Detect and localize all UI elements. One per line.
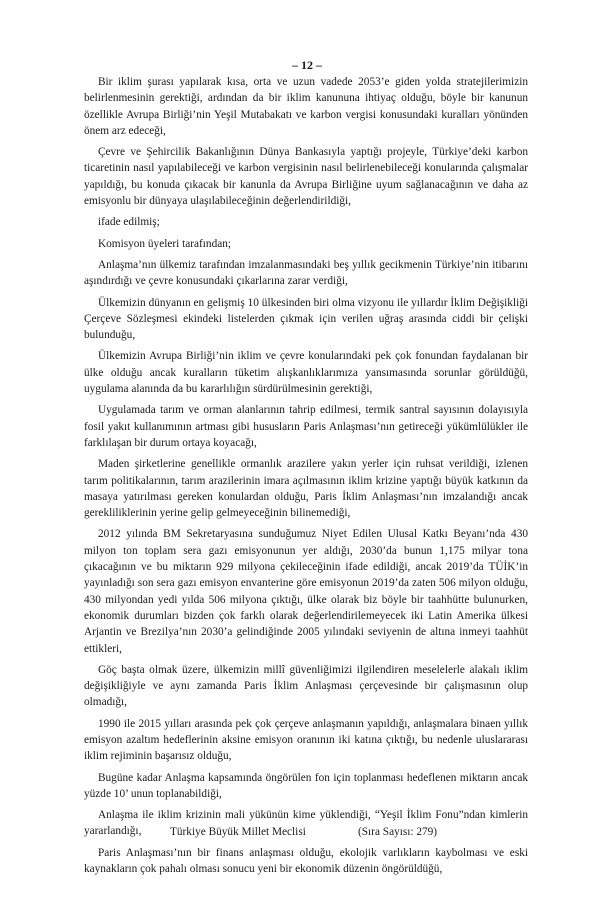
- footer-sequence-number: (Sıra Sayısı: 279): [358, 826, 438, 838]
- paragraph: Anlaşma’nın ülkemiz tarafından imzalanmasındaki beş yıllık gecikmenin Türkiye’nin itibarını aşındırdığı ve çevre konusundaki çıkarlarına zarar verdiği,: [84, 258, 528, 288]
- paragraph: 2012 yılında BM Sekretaryasına sunduğumuz Niyet Edilen Ulusal Katkı Beyanı’nda 430 milyon ton toplam sera gazı emisyonunun yer aldığı, 2030’da bunun 1,175 milyar tona çıkacağının ve bu miktarın 929 milyona çekileceğinin ifade edildiği, ancak 2019’da TÜİK’in yayınladığı son sera gazı emisyon envanterine göre emisyonun 2019’da zaten 506 milyon olduğu, 430 milyondan yedi yılda 506 milyona çıktığı, ülke olarak biz böyle bir taahhütte bulunurken, ekonomik durumları bizden çok farklı olarak değerlendirilemeyecek iki Latin Amerika ülkesi Arjantin ve Brezilya’nın 2030’a gelindiğinde 2005 yılındaki seviyenin de altına inmeyi taahhüt ettikleri,: [84, 528, 528, 655]
- paragraph: Göç başta olmak üzere, ülkemizin millî güvenliğimizi ilgilendiren meselelerle alakalı iklim değişikliğiyle ve aynı zamanda Paris İklim Anlaşması çerçevesinde bir çalışmasının olup olmadığı,: [84, 663, 528, 709]
- paragraph: Anlaşma ile iklim krizinin mali yükünün kime yüklendiği, “Yeşil İklim Fonu”ndan kimlerin yararlandığı,: [84, 809, 528, 838]
- paragraph: Uygulamada tarım ve orman alanlarının tahrip edilmesi, termik santral sayısının dolayısıyla fosil yakıt kullanımının artması gibi hususların Paris Anlaşması’nın getireceği yükümlülükler ile farklılaşan bir durum ortaya koyacağı,: [84, 404, 528, 449]
- paragraph: 1990 ile 2015 yılları arasında pek çok çerçeve anlaşmanın yapıldığı, anlaşmalara binaen yıllık emisyon azaltım hedeflerinin aksine emisyon oranının iki katına çıktığı, bu nedenle uluslararası iklim rejiminin başarısız olduğu,: [84, 717, 528, 763]
- footer-institution: Türkiye Büyük Millet Meclisi: [170, 826, 306, 838]
- paragraph: Komisyon üyeleri tarafından;: [98, 237, 232, 250]
- document-body: [84, 74, 528, 882]
- paragraph: Bir iklim şurası yapılarak kısa, orta ve uzun vadede 2053’e giden yolda stratejilerimizin belirlenmesinin gerektiği, ardından da bir iklim kanununa ihtiyaç olduğu, böyle bir kanunun özellikle Avrupa Birliği’nin Yeşil Mutabakatı ve karbon vergisi konusundaki kuralları yönünden önem arz edeceği,: [84, 76, 528, 137]
- paragraph: Maden şirketlerine genellikle ormanlık arazilere yakın yerler için ruhsat verildiği, izlenen tarım politikalarının, tarım arazilerinin imara açılmasının iklim krizine yaptığı büyük katkının da masaya yatırılması gereken konulardan olduğu, Paris İklim Anlaşması’nın imzalandığı ancak gerekliliklerinin yerine gelip gelmeyeceğinin bilinemediği,: [84, 458, 528, 520]
- paragraph: Bugüne kadar Anlaşma kapsamında öngörülen fon için toplanması hedeflenen miktarın ancak yüzde 10’ unun toplanabildiği,: [84, 771, 528, 800]
- paragraph: Ülkemizin dünyanın en gelişmiş 10 ülkesinden biri olma vizyonu ile yıllardır İklim Değişikliği Çerçeve Sözleşmesi ekindeki listelerden çıkmak için verilen uğraş arasında ciddi bir çelişki bulunduğu,: [84, 296, 528, 342]
- paragraph: Paris Anlaşması’nın bir finans anlaşması olduğu, ekolojik varlıkların kaybolması ve eski kaynakların çok pahalı olması sonucu yeni bir ekonomik düzenin öngörüldüğü,: [84, 846, 528, 876]
- paragraph: Ülkemizin Avrupa Birliği’nin iklim ve çevre konularındaki pek çok fonundan faydalanan bir ülke olduğu ancak kuralların tüketim alışkanlıklarımıza yansımasında sorunlar görüldüğü, uygulama alanında da bu kararlılığın sürdürülmesinin gerektiği,: [84, 350, 528, 396]
- paragraph: Çevre ve Şehircilik Bakanlığının Dünya Bankasıyla yaptığı projeyle, Türkiye’deki karbon ticaretinin nasıl yapılabileceği ve karbon vergisinin nasıl belirlenebileceği konularında çalışmalar yapıldığı, bu konuda çıkacak bir kanunla da Avrupa Birliğine uyum sağlanacağının ve daha az emisyonlu bir dünyaya ulaşılabileceğinin değerlendirildiği,: [84, 146, 528, 208]
- paragraph: ifade edilmiş;: [98, 216, 160, 229]
- page-number: – 12 –: [292, 58, 322, 72]
